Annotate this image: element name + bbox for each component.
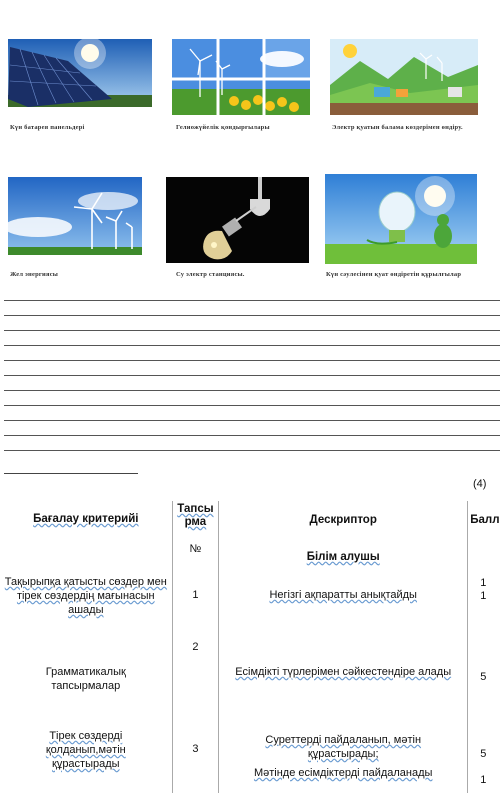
writing-line xyxy=(4,345,500,346)
light-bulb-photo xyxy=(166,177,309,263)
descriptor-cell: Есімдікті түрлерімен сәйкестендіре алады xyxy=(235,666,452,678)
header-criteria: Бағалау критерийі xyxy=(33,513,139,525)
points-cell: 5 xyxy=(480,748,487,760)
assessment-rubric-table xyxy=(0,501,500,793)
writing-line xyxy=(4,450,500,451)
descriptor-cell: Негізгі ақпаратты анықтайды xyxy=(269,589,417,601)
eco-bulb-illustration xyxy=(325,174,477,264)
points-cell: 1 xyxy=(480,774,487,786)
writing-line xyxy=(4,360,500,361)
image-caption-6: Күн сәулесінен қуат өндіретін құрылғылар xyxy=(326,271,462,278)
writing-line xyxy=(4,405,500,406)
criteria-cell: Тақырыпқа қатысты сөздер мен тірек сөздердің мағынасын ашады xyxy=(4,576,167,616)
points-cell: 1 xyxy=(480,577,487,589)
writing-line-short xyxy=(4,473,138,474)
solar-panel-photo xyxy=(8,39,152,107)
task-score: (4) xyxy=(473,478,487,490)
writing-line xyxy=(4,300,500,301)
table-row xyxy=(0,639,500,721)
image-caption-5: Су электр станциясы. xyxy=(176,271,245,278)
table-row xyxy=(0,721,500,793)
writing-line xyxy=(4,315,500,316)
points-cell: 5 xyxy=(480,671,487,683)
header-task: Тапсырма xyxy=(177,503,214,528)
points-cell: 1 xyxy=(480,590,487,602)
image-caption-1: Күн батарея панельдері xyxy=(10,124,85,131)
writing-line xyxy=(4,330,500,331)
writing-line xyxy=(4,435,500,436)
writing-line xyxy=(4,390,500,391)
criteria-cell: Тірек сөздерді қолданып,мәтін құрастырады xyxy=(45,730,126,770)
writing-line xyxy=(4,420,500,421)
wind-turbines-sunflowers-photo xyxy=(172,39,310,115)
descriptor-cell: Суреттерді пайдаланып, мәтін құрастырады; xyxy=(265,734,422,760)
image-caption-4: Жел энергиясы xyxy=(10,271,59,278)
image-caption-2: Гелиожүйелік қондырғылары xyxy=(176,124,270,131)
header-descriptor: Дескриптор xyxy=(309,514,377,526)
image-caption-3: Электр қуатын балама көздерімен өндіру. xyxy=(332,124,463,131)
task-number-sign: № xyxy=(189,543,202,555)
table-row xyxy=(0,569,500,639)
wind-turbines-photo xyxy=(8,177,142,255)
descriptor-cell-extra: Мәтінде есімдіктерді пайдаланады xyxy=(253,767,433,779)
task-cell: 2 xyxy=(192,641,199,653)
criteria-cell: Грамматикалық тапсырмалар xyxy=(45,666,126,692)
learner-label: Білім алушы xyxy=(306,551,380,563)
alternative-energy-illustration xyxy=(330,39,478,115)
header-points: Балл xyxy=(470,514,500,526)
writing-line xyxy=(4,375,500,376)
task-cell: 3 xyxy=(192,743,199,755)
task-cell: 1 xyxy=(192,589,199,601)
